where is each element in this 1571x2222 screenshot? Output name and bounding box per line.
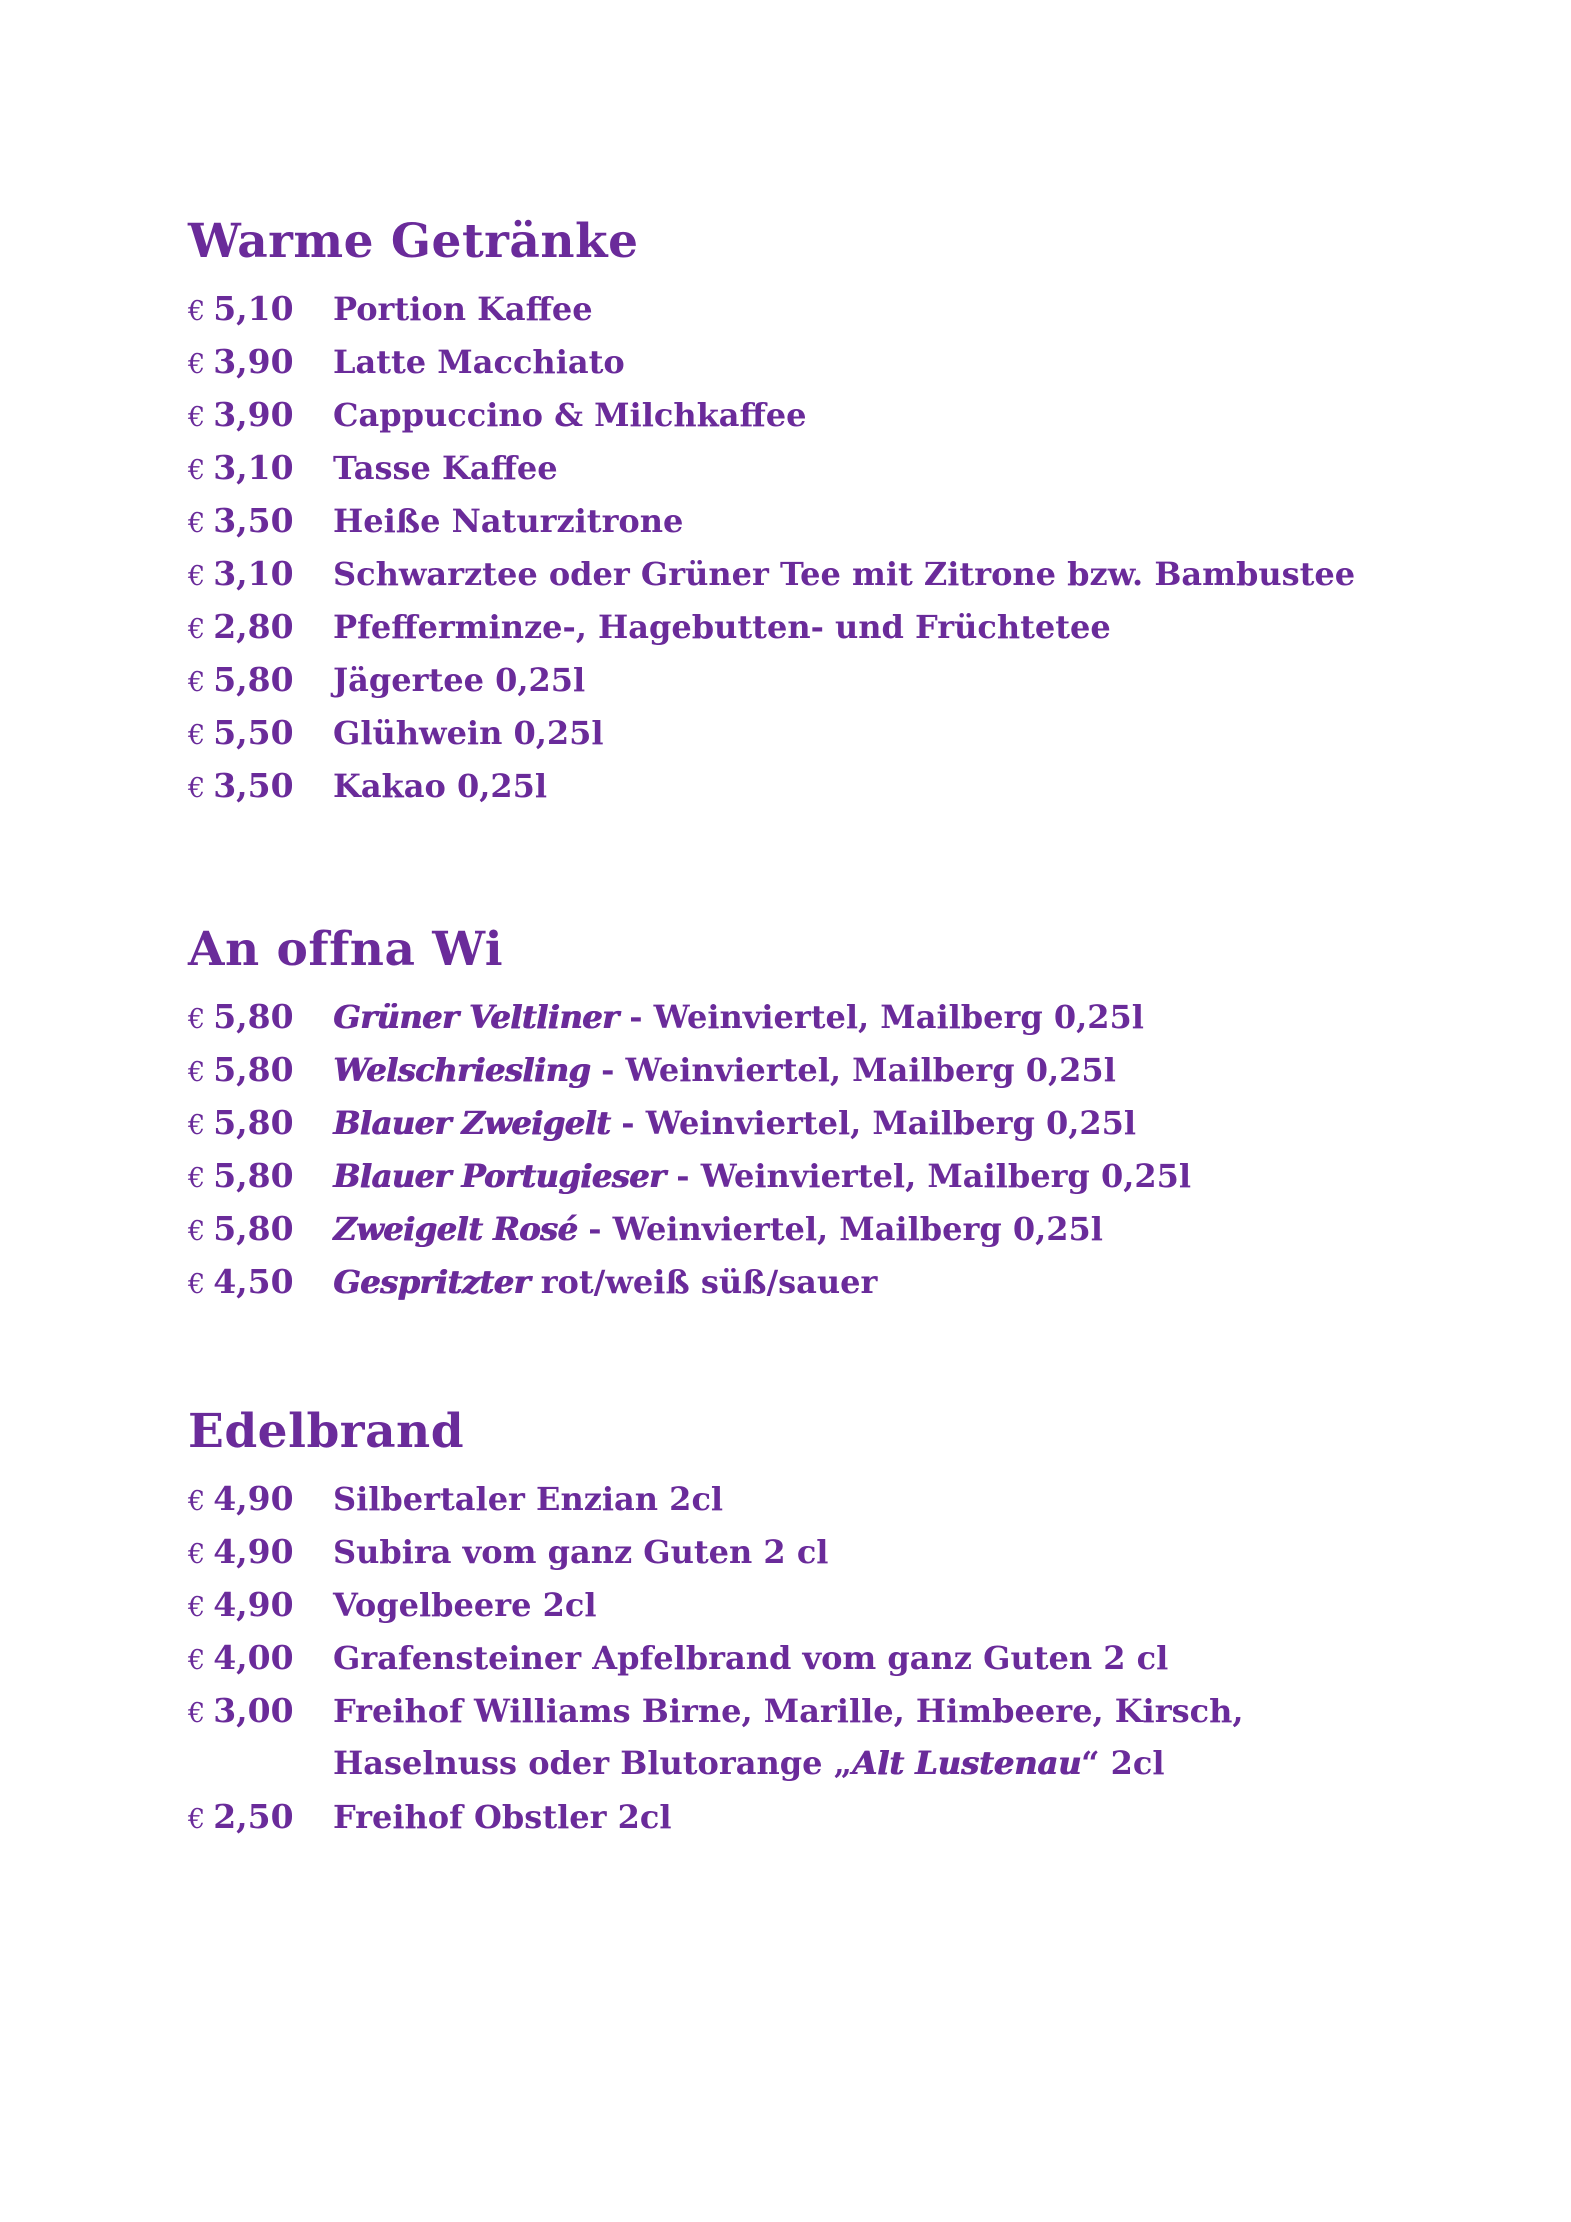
continuation-text-end: “ 2cl <box>1081 1744 1165 1782</box>
menu-item <box>188 1631 1438 1684</box>
menu-item <box>188 388 1438 441</box>
menu-item <box>188 547 1438 600</box>
menu-item <box>188 600 1438 653</box>
menu-item <box>188 282 1438 335</box>
item-name: Subira vom ganz Guten 2 cl <box>333 1533 829 1571</box>
continuation-text: Haselnuss oder Blutorange „ <box>333 1744 853 1782</box>
price <box>188 653 333 709</box>
price-value: 3,90 <box>213 395 294 434</box>
item-description <box>333 1203 1438 1256</box>
price-value: 5,10 <box>213 289 294 328</box>
item-name: Jägertee 0,25l <box>333 661 586 699</box>
currency-symbol: € <box>188 296 206 327</box>
menu-item <box>188 1525 1438 1578</box>
brand-name: Alt Lustenau <box>852 1744 1082 1782</box>
price-value: 5,80 <box>213 1050 294 1089</box>
currency-symbol: € <box>188 1216 206 1247</box>
price <box>188 1631 333 1687</box>
currency-symbol: € <box>188 349 206 380</box>
currency-symbol: € <box>188 720 206 751</box>
item-name: Latte Macchiato <box>333 343 625 381</box>
currency-symbol: € <box>188 614 206 645</box>
wine-detail: - Weinviertel, Mailberg 0,25l <box>610 1104 1137 1142</box>
section-offener-wein <box>188 920 1438 1308</box>
item-description <box>333 1150 1438 1203</box>
menu-item <box>188 494 1438 547</box>
wine-name: Grüner Veltliner <box>333 998 619 1036</box>
item-name: Cappuccino & Milchkaffee <box>333 396 807 434</box>
currency-symbol: € <box>188 1163 206 1194</box>
price-value: 3,00 <box>213 1691 294 1730</box>
wine-name: Welschriesling <box>333 1051 590 1089</box>
menu-item <box>188 990 1438 1043</box>
price <box>188 547 333 603</box>
currency-symbol: € <box>188 402 206 433</box>
currency-symbol: € <box>188 508 206 539</box>
item-description <box>333 1044 1438 1097</box>
price-value: 3,50 <box>213 766 294 805</box>
wine-detail: rot/weiß süß/sauer <box>529 1263 878 1301</box>
wine-detail: - Weinviertel, Mailberg 0,25l <box>577 1210 1103 1248</box>
wine-name: Zweigelt Rosé <box>333 1210 578 1248</box>
item-name: Pfefferminze-, Hagebutten- und Früchtetee <box>333 608 1111 646</box>
price <box>188 441 333 497</box>
menu-item <box>188 1202 1438 1255</box>
item-name: Schwarztee oder Grüner Tee mit Zitrone bzw. Bambustee <box>333 555 1356 593</box>
item-description <box>333 991 1438 1044</box>
menu-item <box>188 1043 1438 1096</box>
price-value: 2,80 <box>213 607 294 646</box>
menu-item <box>188 759 1438 812</box>
currency-symbol: € <box>188 667 206 698</box>
currency-symbol: € <box>188 1539 206 1570</box>
section-title: Edelbrand <box>188 1404 465 1459</box>
price-value: 4,90 <box>213 1585 294 1624</box>
section-title: An offna Wi <box>188 922 504 977</box>
price-value: 5,50 <box>213 713 294 752</box>
price <box>188 1043 333 1099</box>
item-description <box>333 1737 1438 1790</box>
item-name: Freihof Williams Birne, Marille, Himbeere, Kirsch, <box>333 1692 1244 1730</box>
currency-symbol: € <box>188 1645 206 1676</box>
price <box>188 990 333 1046</box>
price <box>188 388 333 444</box>
menu-item <box>188 1790 1438 1843</box>
price <box>188 1578 333 1634</box>
menu-item-continuation <box>188 1737 1438 1790</box>
menu-item <box>188 1684 1438 1737</box>
item-name: Tasse Kaffee <box>333 449 558 487</box>
item-name: Portion Kaffee <box>333 290 593 328</box>
section-title: Warme Getränke <box>188 214 639 269</box>
wine-detail: - Weinviertel, Mailberg 0,25l <box>589 1051 1116 1089</box>
price-value: 3,50 <box>213 501 294 540</box>
menu-item <box>188 441 1438 494</box>
price <box>188 282 333 338</box>
item-name: Kakao 0,25l <box>333 767 548 805</box>
price-value: 3,90 <box>213 342 294 381</box>
currency-symbol: € <box>188 773 206 804</box>
menu-item <box>188 1472 1438 1525</box>
currency-symbol: € <box>188 1486 206 1517</box>
item-name: Glühwein 0,25l <box>333 714 604 752</box>
item-description <box>333 1256 1438 1309</box>
item-description <box>333 1097 1438 1150</box>
currency-symbol: € <box>188 1804 206 1835</box>
menu-item <box>188 653 1438 706</box>
price-value: 4,90 <box>213 1479 294 1518</box>
menu-item <box>188 1578 1438 1631</box>
price <box>188 494 333 550</box>
price <box>188 335 333 391</box>
currency-symbol: € <box>188 1592 206 1623</box>
price-value: 5,80 <box>213 997 294 1036</box>
item-name: Heiße Naturzitrone <box>333 502 684 540</box>
price <box>188 1472 333 1528</box>
price <box>188 1202 333 1258</box>
wine-detail: - Weinviertel, Mailberg 0,25l <box>618 998 1144 1036</box>
price-value: 3,10 <box>213 554 294 593</box>
price <box>188 1790 333 1846</box>
price <box>188 1149 333 1205</box>
price <box>188 1255 333 1311</box>
item-name: Grafensteiner Apfelbrand vom ganz Guten 2 cl <box>333 1639 1169 1677</box>
currency-symbol: € <box>188 1004 206 1035</box>
menu-item <box>188 1096 1438 1149</box>
price <box>188 759 333 815</box>
currency-symbol: € <box>188 1269 206 1300</box>
price-value: 5,80 <box>213 1156 294 1195</box>
price-value: 3,10 <box>213 448 294 487</box>
currency-symbol: € <box>188 1057 206 1088</box>
price <box>188 600 333 656</box>
price <box>188 1684 333 1740</box>
menu-item <box>188 706 1438 759</box>
item-name: Vogelbeere 2cl <box>333 1586 597 1624</box>
price-value: 5,80 <box>213 1209 294 1248</box>
wine-detail: - Weinviertel, Mailberg 0,25l <box>665 1157 1192 1195</box>
wine-name: Blauer Portugieser <box>333 1157 666 1195</box>
currency-symbol: € <box>188 455 206 486</box>
currency-symbol: € <box>188 561 206 592</box>
currency-symbol: € <box>188 1698 206 1729</box>
section-warme-getraenke <box>188 212 1438 812</box>
price-value: 2,50 <box>213 1797 294 1836</box>
price <box>188 706 333 762</box>
currency-symbol: € <box>188 1110 206 1141</box>
menu-item <box>188 1255 1438 1308</box>
price-value: 5,80 <box>213 660 294 699</box>
menu-item <box>188 1149 1438 1202</box>
price-value: 4,50 <box>213 1262 294 1301</box>
price-value: 5,80 <box>213 1103 294 1142</box>
item-name: Silbertaler Enzian 2cl <box>333 1480 724 1518</box>
wine-name: Gespritzter <box>333 1263 530 1301</box>
section-edelbrand <box>188 1402 1438 1843</box>
price <box>188 1525 333 1581</box>
item-name: Freihof Obstler 2cl <box>333 1798 672 1836</box>
wine-name: Blauer Zweigelt <box>333 1104 611 1142</box>
price-value: 4,90 <box>213 1532 294 1571</box>
menu-item <box>188 335 1438 388</box>
price <box>188 1096 333 1152</box>
price-value: 4,00 <box>213 1638 294 1677</box>
